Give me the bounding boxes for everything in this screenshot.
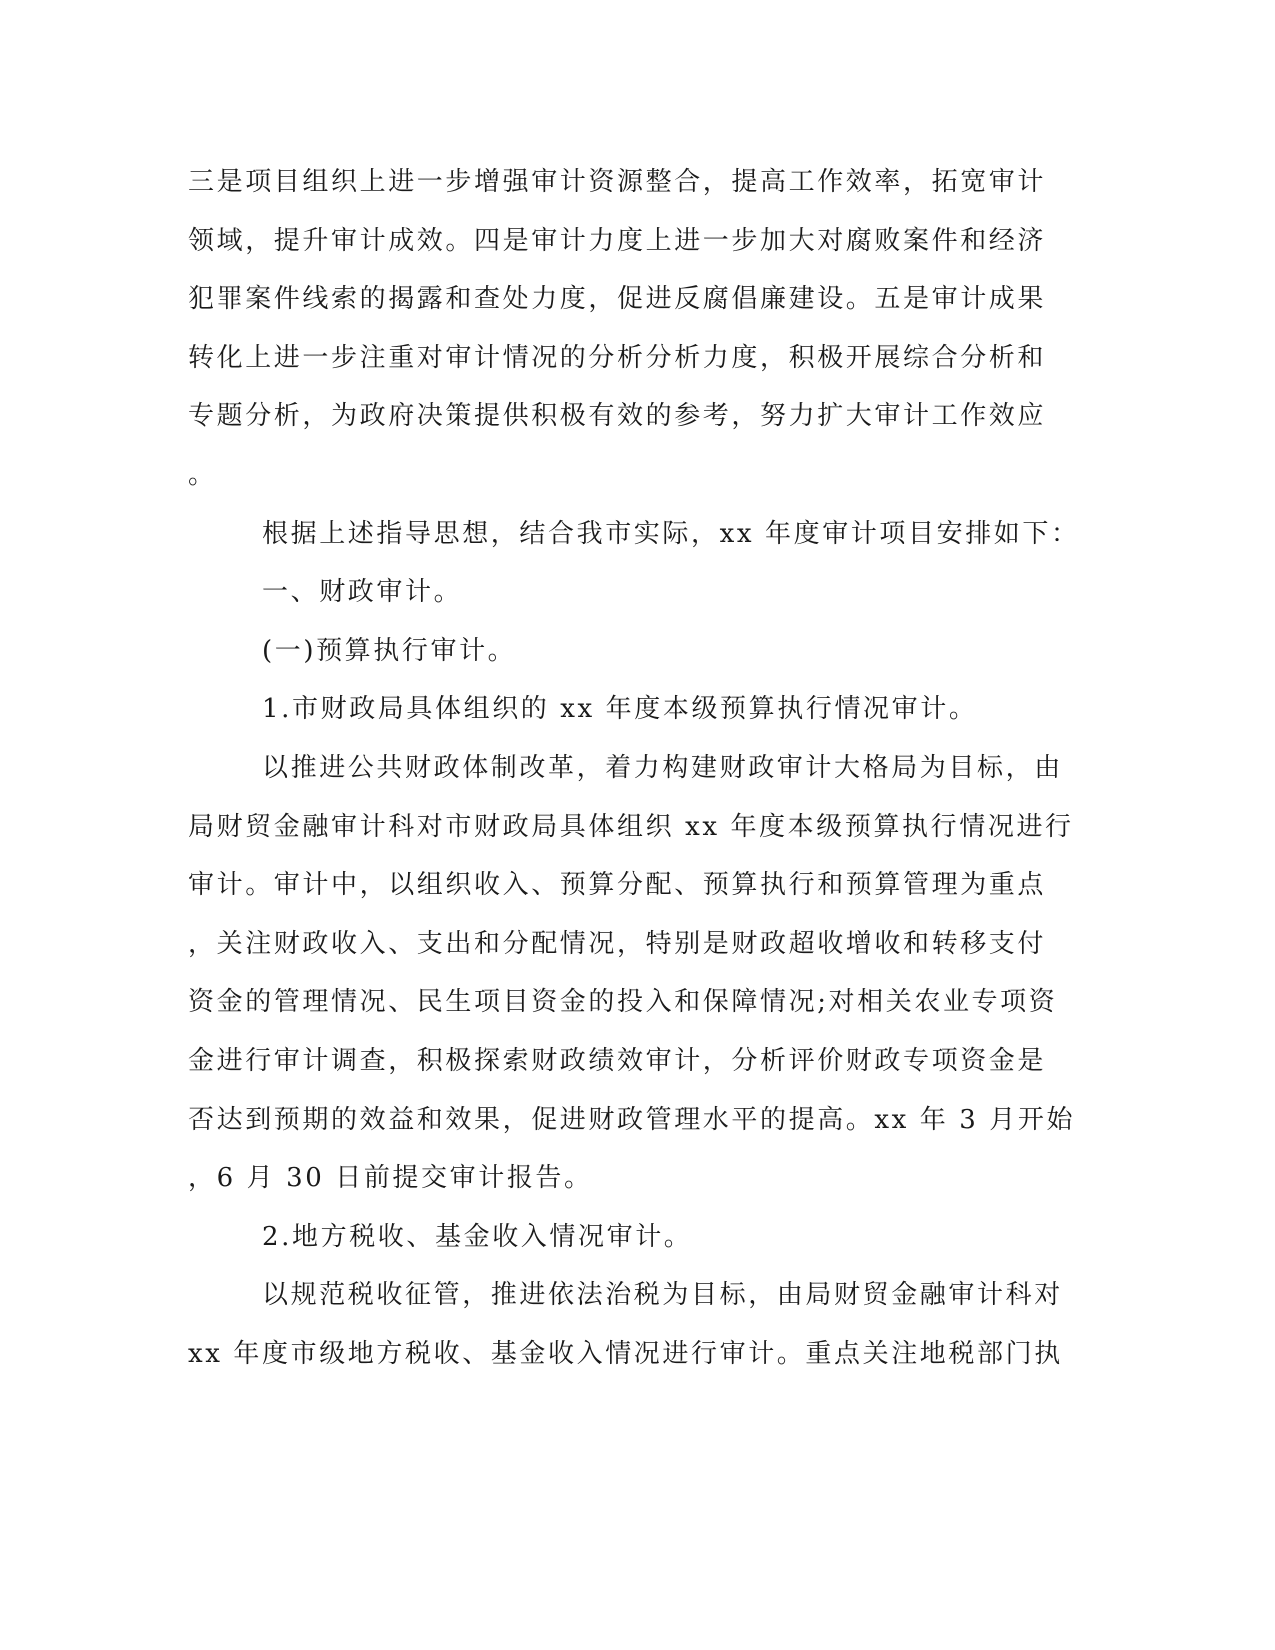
body-line: ，关注财政收入、支出和分配情况，特别是财政超收增收和转移支付 [188, 929, 1047, 959]
body-line: 。 [188, 460, 217, 490]
body-line: 领域，提升审计成效。四是审计力度上进一步加大对腐败案件和经济 [188, 226, 1047, 256]
paragraph-line: 以规范税收征管，推进依法治税为目标，由局财贸金融审计科对 [262, 1280, 1063, 1310]
body-line: 否达到预期的效益和效果，促进财政管理水平的提高。xx 年 3 月开始 [188, 1105, 1076, 1135]
body-line: 犯罪案件线索的揭露和查处力度，促进反腐倡廉建设。五是审计成果 [188, 284, 1047, 314]
body-line: xx 年度市级地方税收、基金收入情况进行审计。重点关注地税部门执 [188, 1339, 1063, 1369]
body-line: 审计。审计中，以组织收入、预算分配、预算执行和预算管理为重点 [188, 870, 1047, 900]
item-heading: 1.市财政局具体组织的 xx 年度本级预算执行情况审计。 [262, 694, 978, 724]
body-line: 转化上进一步注重对审计情况的分析分析力度，积极开展综合分析和 [188, 343, 1047, 373]
item-heading: 2.地方税收、基金收入情况审计。 [262, 1222, 693, 1252]
body-line: 三是项目组织上进一步增强审计资源整合，提高工作效率，拓宽审计 [188, 167, 1047, 197]
section-heading: 一、财政审计。 [262, 577, 463, 607]
body-line: 资金的管理情况、民生项目资金的投入和保障情况;对相关农业专项资 [188, 987, 1058, 1017]
subsection-heading: (一)预算执行审计。 [262, 636, 517, 666]
body-line: 金进行审计调查，积极探索财政绩效审计，分析评价财政专项资金是 [188, 1046, 1047, 1076]
body-line: ，6 月 30 日前提交审计报告。 [188, 1163, 593, 1193]
body-line: 专题分析，为政府决策提供积极有效的参考，努力扩大审计工作效应 [188, 401, 1047, 431]
body-line: 局财贸金融审计科对市财政局具体组织 xx 年度本级预算执行情况进行 [188, 812, 1074, 842]
paragraph-line: 根据上述指导思想，结合我市实际，xx 年度审计项目安排如下： [262, 519, 1080, 549]
paragraph-line: 以推进公共财政体制改革，着力构建财政审计大格局为目标，由 [262, 753, 1063, 783]
